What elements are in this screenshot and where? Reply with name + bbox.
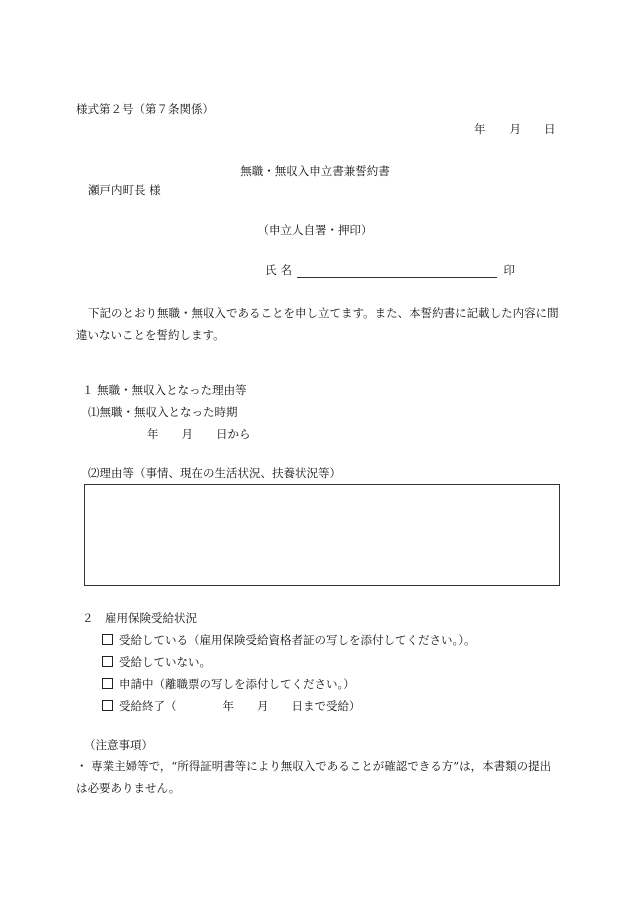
document-title: 無職・無収入申立書兼誓約書 [240,164,390,178]
checkbox-icon[interactable] [102,656,113,667]
option-applying[interactable] [102,676,355,692]
section1-date-field[interactable]: 年 月 日から [147,427,251,441]
option-label: 受給している（雇用保険受給資格者証の写しを添付してください。）。 [119,633,476,647]
option-not-receiving[interactable] [102,654,211,670]
name-label: 氏名 [265,263,296,277]
signature-note: （申立人自署・押印） [257,223,373,237]
option-label: 受給していない。 [119,655,211,669]
date-line [474,121,556,137]
reason-textbox[interactable] [84,484,560,586]
checkbox-icon[interactable] [102,700,113,711]
section1-item1-label: ⑴無職・無収入となった時期 [88,405,238,419]
option-label: 受給終了（ 年 月 日まで受給） [119,699,361,713]
checkbox-icon[interactable] [102,634,113,645]
date-month-label: 月 [509,122,521,136]
option-receiving[interactable] [102,632,476,648]
form-number: 様式第２号（第７条関係） [76,102,214,116]
notes-body: ・ 専業主婦等で，“所得証明書等により無収入であることが確認できる方”は，本書類の提出は必要ありません。 [76,759,552,795]
addressee: 瀬戸内町長 様 [88,183,161,197]
date-year-label: 年 [474,122,486,136]
declaration-text: 下記のとおり無職・無収入であることを申し立てます。また、本誓約書に記載した内容に間違いないことを誓約します。 [76,306,559,342]
option-label: 申請中（離職票の写しを添付してください。） [119,677,355,691]
section1-heading: １ 無職・無収入となった理由等 [82,383,247,397]
seal-mark: 印 [503,263,515,277]
date-day-label: 日 [544,122,556,136]
option-ended[interactable] [102,698,361,714]
section1-item2-label: ⑵理由等（事情、現在の生活状況、扶養状況等） [88,466,341,480]
notes-heading: （注意事項） [84,738,153,752]
name-underline [297,277,497,278]
checkbox-icon[interactable] [102,678,113,689]
section2-heading: ２ 雇用保険受給状況 [82,611,197,625]
